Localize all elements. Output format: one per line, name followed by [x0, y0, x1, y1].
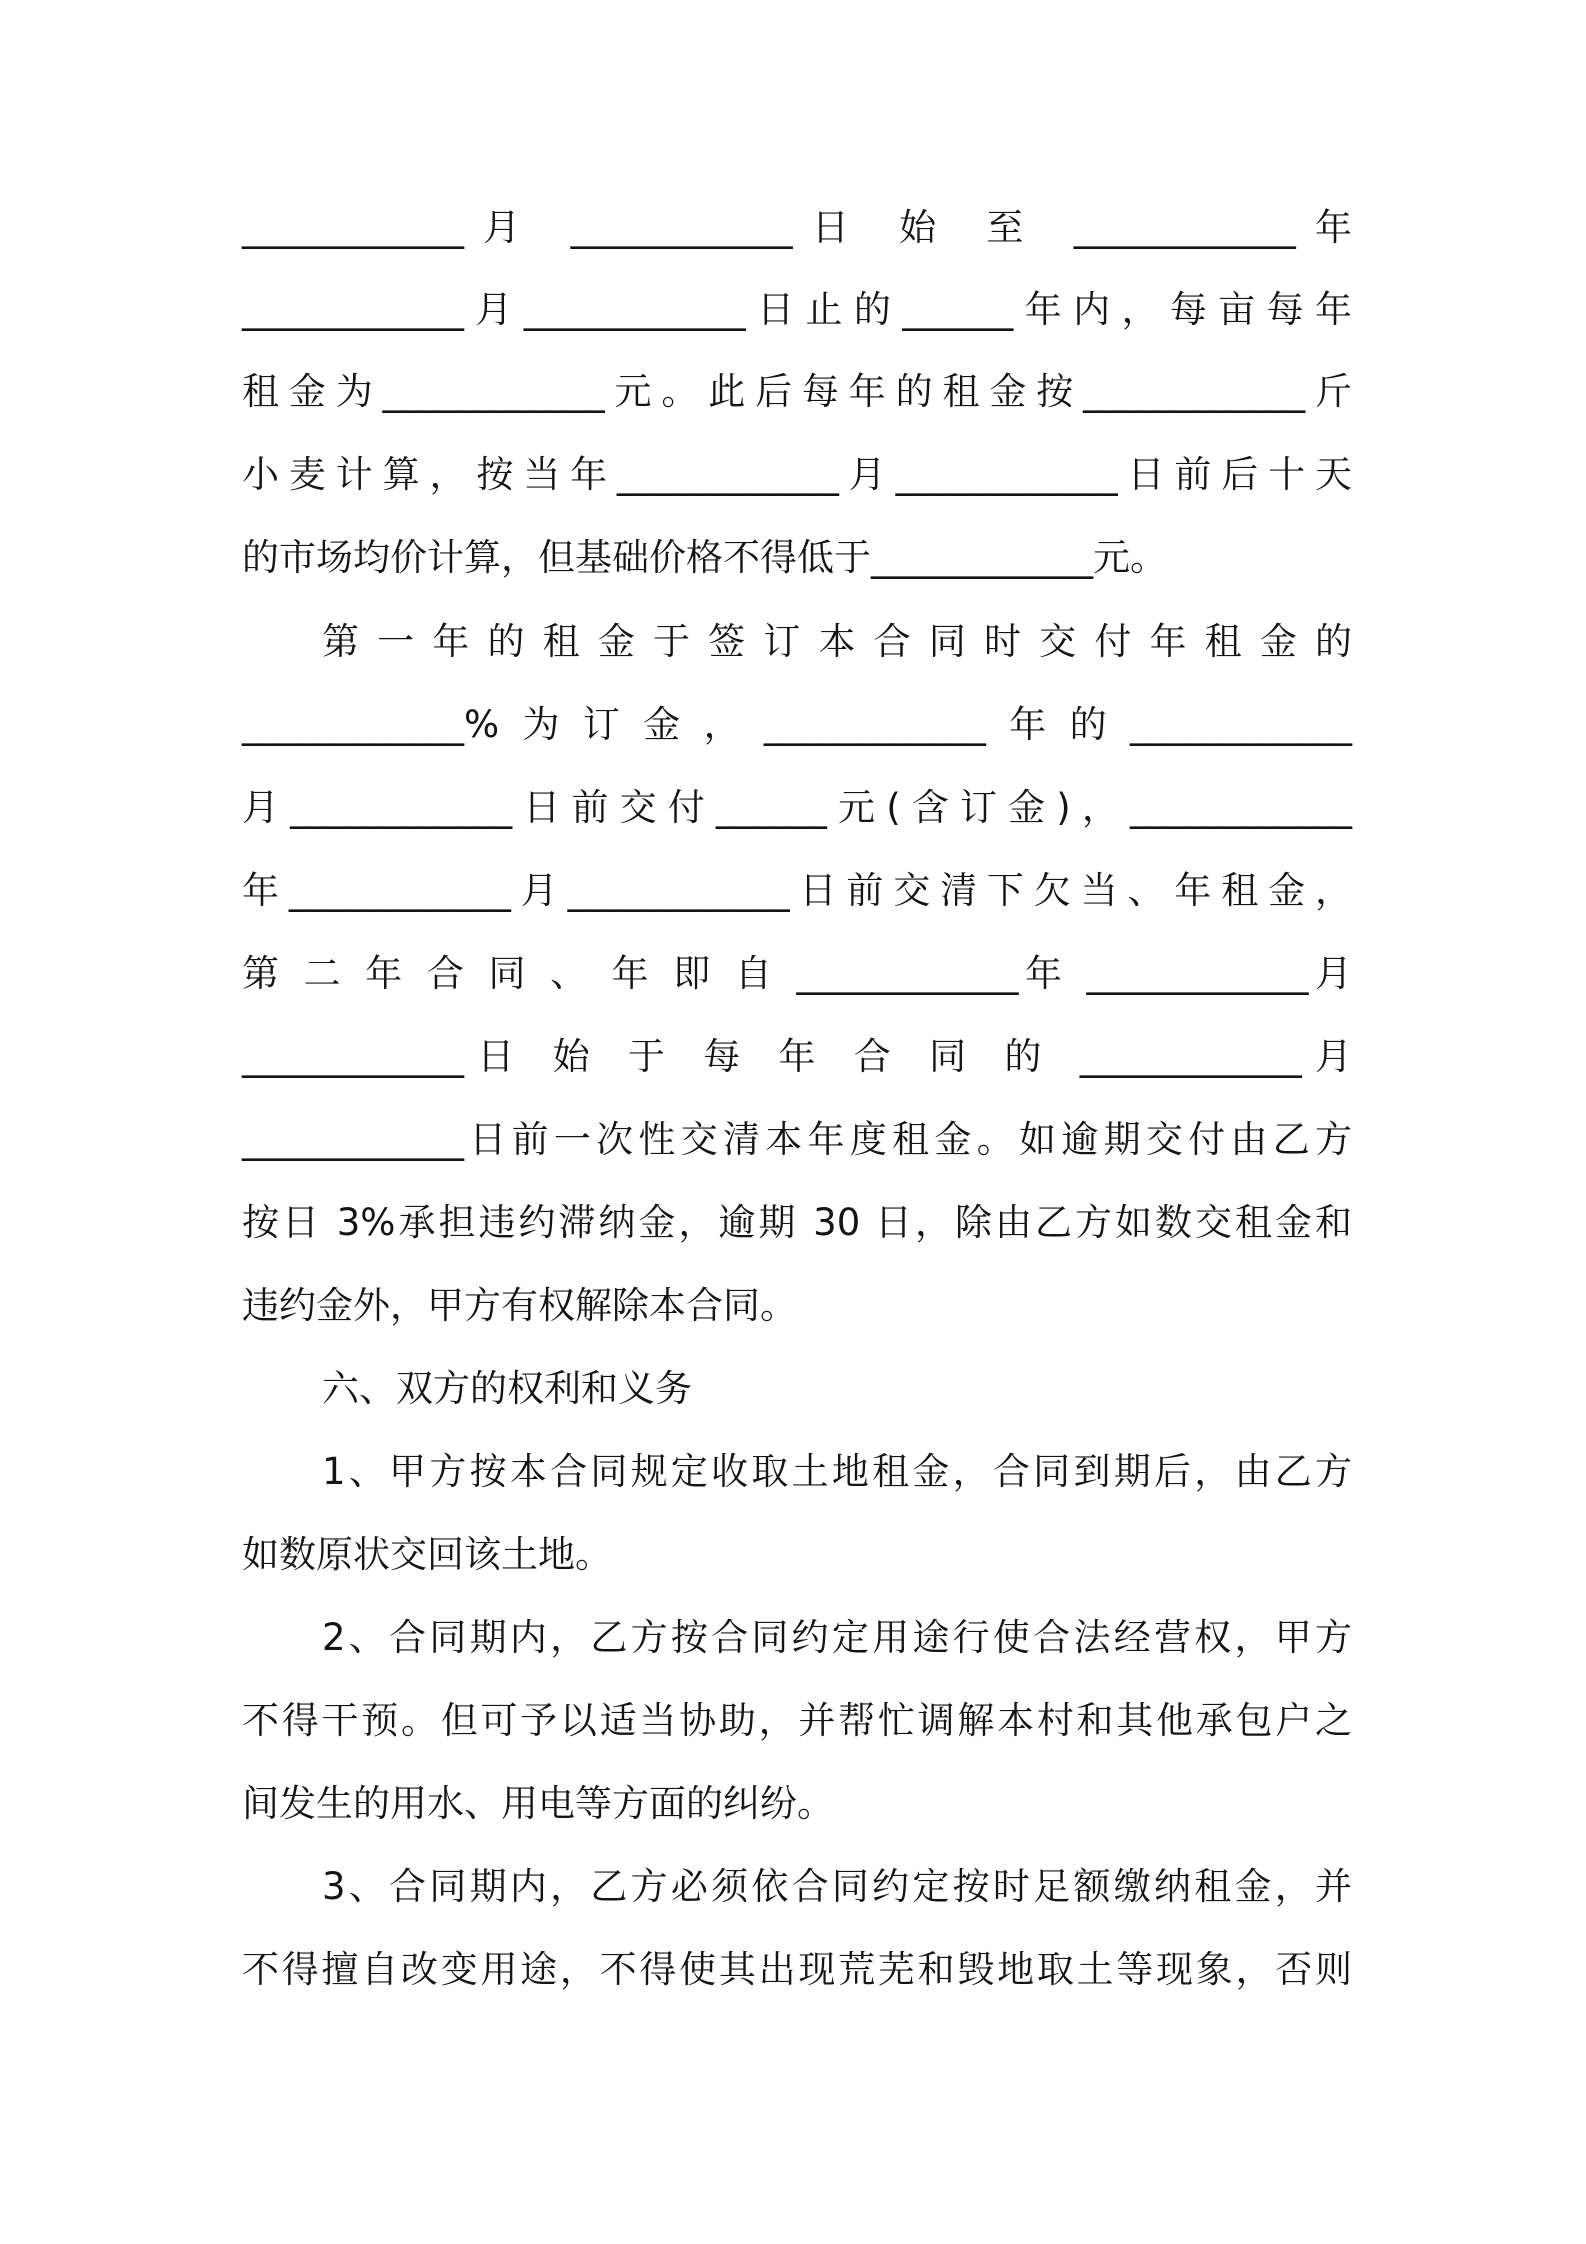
- text-line: 如数原状交回该土地。: [242, 1533, 612, 1576]
- text-line: 月____________日前交付______元(含订金)，____________: [242, 786, 1352, 829]
- text-line: ____________日 始 于 每 年 合 同 的 ____________月: [242, 1035, 1352, 1078]
- text-line: ____________日前一次性交清本年度租金。如逾期交付由乙方: [242, 1118, 1352, 1161]
- text-line: 按日 3%承担违约滞纳金，逾期 30 日，除由乙方如数交租金和: [242, 1201, 1352, 1244]
- text-line: 第 二 年 合 同 、 年 即 自 ____________年 ____________月: [242, 952, 1352, 995]
- text-line: 2、合同期内，乙方按合同约定用途行使合法经营权，甲方: [322, 1616, 1352, 1659]
- text-line: 不得干预。但可予以适当协助，并帮忙调解本村和其他承包户之: [242, 1699, 1352, 1742]
- text-line: ____________%为订金，____________年的____________: [242, 703, 1352, 746]
- text-line: 租金为____________元。此后每年的租金按____________斤: [242, 370, 1352, 413]
- text-line: 第 一 年 的 租 金 于 签 订 本 合 同 时 交 付 年 租 金 的: [322, 620, 1352, 663]
- text-line: 1、甲方按本合同规定收取土地租金，合同到期后，由乙方: [322, 1450, 1352, 1493]
- text-line: 3、合同期内，乙方必须依合同约定按时足额缴纳租金，并: [322, 1865, 1352, 1908]
- section-heading: 六、双方的权利和义务: [322, 1367, 692, 1410]
- text-line: 的市场均价计算，但基础价格不得低于____________元。: [242, 536, 1167, 579]
- text-line: 小麦计算，按当年____________月____________日前后十天: [242, 453, 1352, 496]
- text-line: 不得擅自改变用途，不得使其出现荒芜和毁地取土等现象，否则: [242, 1948, 1352, 1991]
- text-line: 间发生的用水、用电等方面的纠纷。: [242, 1782, 834, 1825]
- text-line: 违约金外，甲方有权解除本合同。: [242, 1284, 797, 1327]
- text-line: ____________月 ____________日 始 至 ____________年: [242, 206, 1352, 249]
- text-line: ____________月____________日止的______年内，每亩每年: [242, 288, 1352, 331]
- text-line: 年____________月____________日前交清下欠当、年租金，: [242, 869, 1352, 912]
